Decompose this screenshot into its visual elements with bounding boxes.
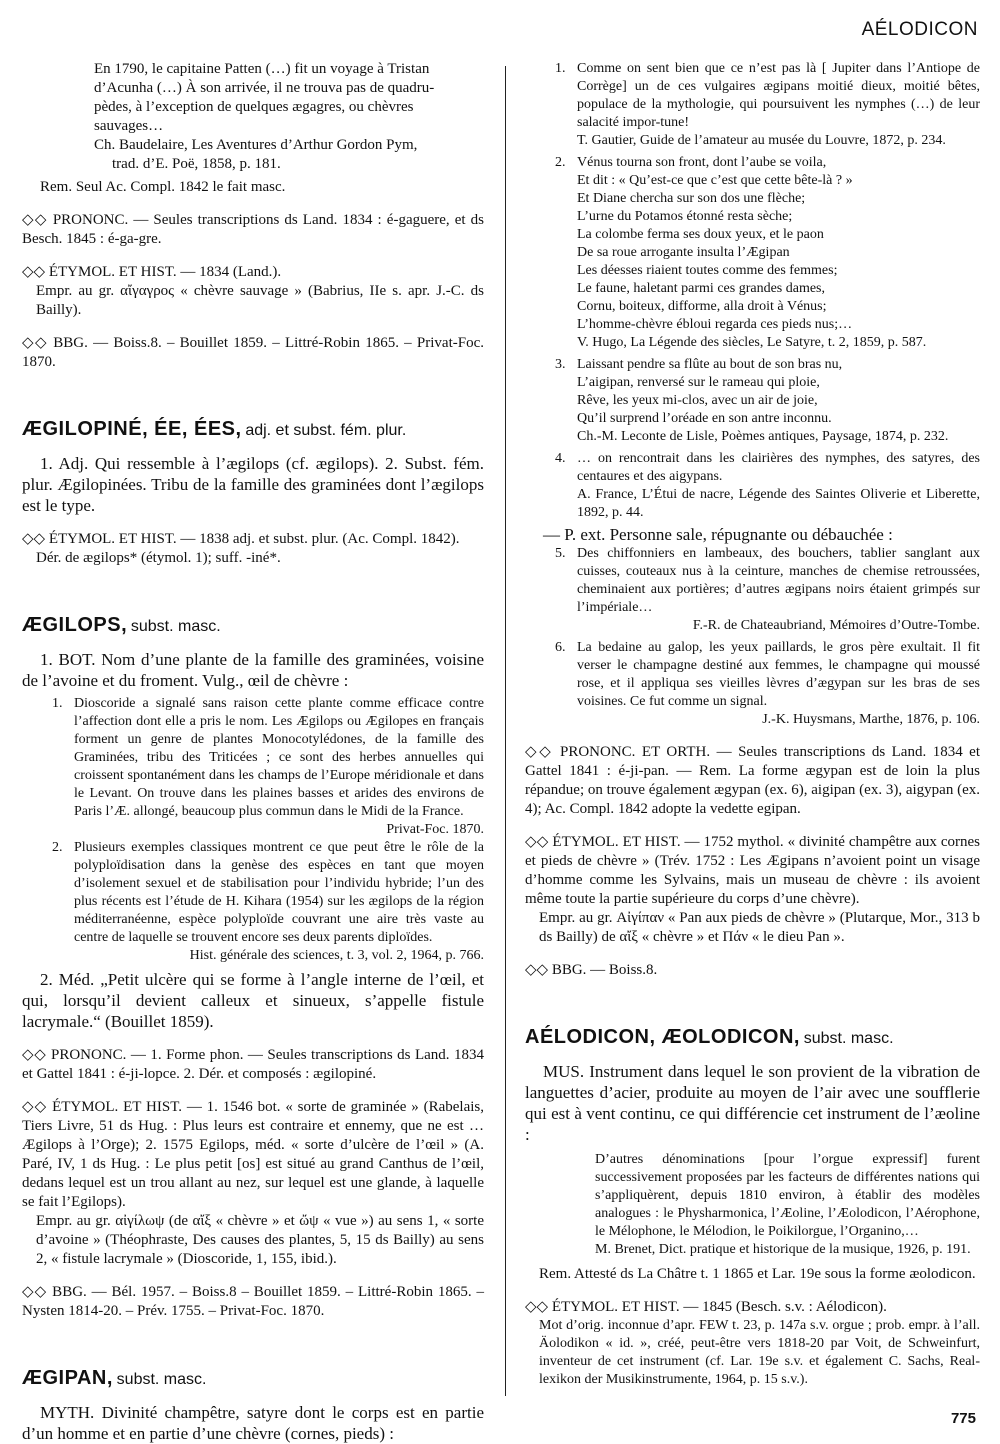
right-column [525,60,980,1389]
entry-definition: 1. Adj. Qui ressemble à l’ægilops (cf. ægilops). 2. Subst. fém. plur. Ægilopinées. Tribu de la famille des graminées dont l’ægilops est le type. [22,454,484,515]
remark: Rem. Attesté ds La Châtre t. 1 1865 et Lar. 19e sous la forme æolodicon. [539,1266,976,1282]
bbg-section: ◇◇ BBG. — Bél. 1957. – Boiss.8 – Bouillet 1859. – Littré-Robin 1865. – Nysten 1814-20. – Prév. 1755. – Privat-Foc. 1870. [22,1284,484,1319]
quote-line: En 1790, le capitaine Patten (…) fit un voyage à Tristan [94,61,430,77]
etymol-text: Empr. au gr. αἰγίλωψ (de αἴξ « chèvre » et ὤψ « vue ») au sens 1, « sorte d’avoine » (Théophraste, Des causes des plantes, 5, 15 ds Bailly) au sens 2, « fistule lacrymale » (Dioscoride, 1, 155, ibid.). [36,1213,484,1267]
example-text: … on rencontrait dans les clairières des nymphes, des satyres, des centaures et des aigypans. [577,451,980,484]
quote-line: d’Acunha (…) À son arrivée, il ne trouva pas de quadru- [94,80,435,96]
entry-headword: AÉLODICON, ÆOLODICON, [525,1026,800,1048]
prononc-section: ◇◇ PRONONC. — Seules transcriptions ds Land. 1834 : é-gaguere, et ds Besch. 1845 : é-ga-gre. [22,212,484,247]
entry-category: subst. masc. [803,1030,894,1047]
etymol-text: Empr. au gr. αἴγαγρος « chèvre sauvage » (Babrius, IIe s. apr. J.-C. ds Bailly). [36,283,484,318]
entry-category: subst. masc. [116,1371,207,1388]
prononc-section: ◇◇ PRONONC. ET ORTH. — Seules transcriptions ds Land. 1834 et Gattel 1841 : é-ji-pan. — Rem. La forme ægypan est de loin la plus répandue; on trouve également ægypan (ex. 6), aigipan (ex. 3), aigypan (ex. 4); Ac. Compl. 1842 adopte la vedette egipan. [525,744,980,817]
example-text: Comme on sent bien que ce n’est pas là [ Jupiter dans l’Antiope de Corrège] un de ces vulgaires ægipans moitié dieux, moitié bêtes, populace de la mythologie, qui poursuivent les nymphes (…) de leur salacité impor-tune! [577,61,980,130]
etymol-section: ◇◇ ÉTYMOL. ET HIST. — 1845 (Besch. s.v. : Aélodicon). [525,1299,887,1315]
example-source: J.-K. Huysmans, Marthe, 1876, p. 106. [762,712,980,727]
etymol-section: ◇◇ ÉTYMOL. ET HIST. — 1838 adj. et subst. plur. (Ac. Compl. 1842). [22,531,460,547]
verse-line: Et Diane chercha sur son dos une flèche; [577,191,806,206]
etymol-section: ◇◇ ÉTYMOL. ET HIST. — 1. 1546 bot. « sorte de graminée » (Rabelais, Tiers Livre, 51 ds Hug. : Plus leurs est contraire et ennemy, que ne est … Ægilops à l’Orge); 2. 1575 Egilops, méd. « sorte d’ulcère de l’œil » (A. Paré, IV, 1 ds Hug. : Le plus petit [os] est situé au grand Canthus de l’œil, dedans lequel est un trou allant au nez, sur lequel est une glande, à laquelle se fait l’Egilops). [22,1099,484,1210]
verse-line: Qu’il surprend l’oréade en son antre inconnu. [577,411,832,426]
verse-line: Rêve, les yeux mi-clos, avec un air de joie, [577,393,818,408]
page-number: 775 [950,1410,976,1427]
etymol-section: ◇◇ ÉTYMOL. ET HIST. — 1834 (Land.). [22,264,282,280]
verse-line: De sa roue arrogante insulta l’Ægipan [577,245,790,260]
example: 2. Vénus tourna son front, dont l’aube se voila, Et dit : « Qu’est-ce que c’est que cette bête-là ? » Et Diane chercha sur son dos une flèche; L’urne du Potamos étonné resta sèche; La colombe ferma ses doux yeux, et le paon De sa roue arrogante insulta l’Ægipan Les déesses riaient toutes comme des femmes; Le faune, haletant parmi ces grandes dames, Cornu, boiteux, difforme, alla droit à Vénus; L’homme-chèvre ébloui regarda ces pieds nus;… V. Hugo, La Légende des siècles, Le Satyre, t. 2, 1859, p. 587. [555,154,980,352]
entry-definition: MYTH. Divinité champêtre, satyre dont le corps est en partie d’un homme et en partie d’une chèvre (cornes, pieds) : [22,1403,484,1443]
verse-line: L’aigipan, renversé sur le rameau qui ploie, [577,375,820,390]
etymol-text: Mot d’orig. inconnue d’apr. FEW t. 23, p. 147a s.v. orgue ; prob. empr. à l’all. Äolodikon « id. », créé, peut-être vers 1818-20 par Voit, de Schweinfurt, inventeur de cet instrument (cf. Lar. 19e s.v. et également C. Sachs, Real-lexikon der Musikinstrumente, 1964, p. 15 s.v.). [539,1318,980,1387]
verse-line: Vénus tourna son front, dont l’aube se voila, [577,155,827,170]
verse-line: Les déesses riaient toutes comme des femmes; [577,263,838,278]
example-source: V. Hugo, La Légende des siècles, Le Satyre, t. 2, 1859, p. 587. [577,335,927,350]
bbg-section: ◇◇ BBG. — Boiss.8. – Bouillet 1859. – Littré-Robin 1865. – Privat-Foc. 1870. [22,335,484,370]
left-column [22,60,484,1444]
example-source: Privat-Foc. 1870. [386,822,484,837]
example-source: Ch.-M. Leconte de Lisle, Poèmes antiques, Paysage, 1874, p. 232. [577,429,949,444]
etymol-text: Empr. au gr. Αἰγίπαν « Pan aux pieds de chèvre » (Plutarque, Mor., 313 b ds Bailly) de αἴξ « chèvre » et Πάν « le dieu Pan ». [539,910,980,945]
etymol-section: ◇◇ ÉTYMOL. ET HIST. — 1752 mythol. « divinité champêtre aux cornes et pieds de chèvre » (Trév. 1752 : Les Ægipans n’avoient point un visage d’homme comme les Sylvains, mais un museau de chèvre : ils avoient même toute la partie supérieure du corps d’une chèvre). [525,834,980,907]
example-text: La bedaine au galop, les yeux paillards, le gros père exultait. Il fit verser le champagne destiné aux femmes, le champagne qui moussé rose, et il appliqua ses vieilles lèvres d’ægypan sur les bras de ses voisines. Ce fut comme un signal. [577,640,980,709]
etymol-text: Dér. de ægilops* (étymol. 1); suff. -iné*. [36,550,281,566]
verse-line: L’homme-chèvre ébloui regarda ces pieds nus;… [577,317,853,332]
bbg-section: ◇◇ BBG. — Boiss.8. [525,962,658,978]
entry-headword: ÆGILOPINÉ, ÉE, ÉES, [22,418,242,440]
example-text: Des chiffonniers en lambeaux, des bouchers, tablier sanglant aux cuisses, couteaux nus à la ceinture, manches de chemise retroussées, cheminaient aux portières; d’autres ægipans noirs étaient grimpés sur l’impériale… [577,546,980,615]
example: 6. La bedaine au galop, les yeux paillards, le gros père exultait. Il fit verser le champagne destiné aux femmes, le champagne qui moussé rose, et il appliqua ses vieilles lèvres d’ægypan sur les bras de ses voisines. Ce fut comme un signal. J.-K. Huysmans, Marthe, 1876, p. 106. [555,640,980,727]
example-source: M. Brenet, Dict. pratique et historique de la musique, 1926, p. 191. [595,1242,971,1257]
example [595,1151,980,1259]
entry-aelodicon [525,1028,980,1389]
prononc-section: ◇◇ PRONONC. — 1. Forme phon. — Seules transcriptions ds Land. 1834 et Gattel 1841 : é-ji-lopce. 2. Dér. et composés : ægilopiné. [22,1047,484,1082]
example-text: D’autres dénominations [pour l’orgue expressif] furent successivement proposées par les facteurs de différentes nations qui s’appliquèrent, depuis 1810 environ, à établir des modèles analogues : le Physharmonica, l’Æoline, l’Æolodicon, l’Aérophone, le Mélophone, le Mélodion, le Poikilorgue, l’Organino,… [595,1152,980,1239]
column-divider [505,66,506,1396]
entry-category: adj. et subst. fém. plur. [245,422,407,439]
quote-source: Ch. Baudelaire, Les Aventures d’Arthur Gordon Pym, [94,137,418,153]
quote-line: pèdes, à l’exception de quelques ægagres, ou chèvres [94,99,414,115]
entry-category: subst. masc. [130,618,221,635]
quote-top [94,60,484,174]
entry-definition: 1. BOT. Nom d’une plante de la famille des graminées, voisine de l’avoine et du froment. Vulg., œil de chèvre : [22,650,484,690]
verse-line: Le faune, haletant parmi ces grandes dames, [577,281,826,296]
running-header: AÉLODICON [861,19,978,40]
entry-aegilopine [22,420,484,568]
example-source: F.-R. de Chateaubriand, Mémoires d’Outre-Tombe. [692,618,980,633]
verse-line: Laissant pendre sa flûte au bout de son bras nu, [577,357,843,372]
verse-line: L’urne du Potamos étonné resta sèche; [577,209,793,224]
example: 1. Comme on sent bien que ce n’est pas là [ Jupiter dans l’Antiope de Corrège] un de ces vulgaires ægipans moitié dieux, moitié bêtes, populace de la mythologie, qui poursuivent les nymphes (…) de leur salacité impor-tune! T. Gautier, Guide de l’amateur au musée du Louvre, 1872, p. 234. [555,61,980,148]
verse-line: La colombe ferma ses doux yeux, et le paon [577,227,824,242]
quote-line: sauvages… [94,118,164,134]
example-source: Hist. générale des sciences, t. 3, vol. 2, 1964, p. 766. [189,948,484,963]
entry-aegipan [22,1369,484,1444]
quote-source: trad. d’E. Poë, 1858, p. 181. [112,156,281,172]
example: 3. Laissant pendre sa flûte au bout de son bras nu, L’aigipan, renversé sur le rameau qui ploie, Rêve, les yeux mi-clos, avec un air de joie, Qu’il surprend l’oréade en son antre inconnu. Ch.-M. Leconte de Lisle, Poèmes antiques, Paysage, 1874, p. 232. [555,356,980,446]
entry-definition: MUS. Instrument dans lequel le son provient de la vibration de languettes d’acier, produite au moyen de l’air avec une soufflerie qui est à vent continu, ce qui différencie cet instrument de l’æoline : [525,1062,980,1144]
example-text: Dioscoride a signalé sans raison cette plante comme efficace contre l’affection dont elle a pris le nom. Les Ægilops ou Ægilopes en français forment un genre de plantes Monocotylédones, de la famille des Graminées, tribu des Triticées ; ce sont des herbes annuelles qui croissent spontanément dans les champs de l’Europe méridionale et dans le Levant. On trouve dans les plaines basses et arides des environs de Paris l’Æ. allongé, beaucoup plus commun dans le Midi de la France. [74,696,484,819]
entry-definition-med: 2. Méd. „Petit ulcère qui se forme à l’angle interne de l’œil, et qui, lorsqu’il devient calleux et sinueux, s’appelle fistule lacrymale.“ (Bouillet 1859). [22,970,484,1031]
extended-sense: — P. ext. Personne sale, répugnante ou débauchée : [543,525,893,544]
example: 4. … on rencontrait dans les clairières des nymphes, des satyres, des centaures et des aigypans. A. France, L’Étui de nacre, Légende des Saintes Oliverie et Liberette, 1892, p. 44. [555,451,980,520]
example-source: A. France, L’Étui de nacre, Légende des Saintes Oliverie et Liberette, 1892, p. 44. [577,487,980,520]
entry-headword: ÆGIPAN, [22,1367,113,1389]
entry-aegilops [22,616,484,1321]
verse-line: Cornu, boiteux, difforme, alla droit à Vénus; [577,299,827,314]
example: 2. Plusieurs exemples classiques montrent ce que peut être le rôle de la polyploïdisation dans la genèse des espèces en tant que moyen d’isolement sexuel et de stabilisation pour l’individu hybride; l’un des plus récents est l’étude de H. Kihara (1954) sur les ægilops de la région méditerranéenne, espèce polyploïde couvrant une aire très vaste au centre de laquelle se trouvent encore ses deux parents diploïdes. Hist. générale des sciences, t. 3, vol. 2, 1964, p. 766. [52,840,484,963]
example: 1. Dioscoride a signalé sans raison cette plante comme efficace contre l’affection dont elle a pris le nom. Les Ægilops ou Ægilopes en français forment un genre de plantes Monocotylédones, de la famille des Graminées, tribu des Triticées ; ce sont des herbes annuelles qui croissent spontanément dans les champs de l’Europe méridionale et dans le Levant. On trouve dans les plaines basses et arides des environs de Paris l’Æ. allongé, beaucoup plus commun dans le Midi de la France. Privat-Foc. 1870. [52,696,484,837]
example: 5. Des chiffonniers en lambeaux, des bouchers, tablier sanglant aux cuisses, couteaux nus à la ceinture, manches de chemise retroussées, cheminaient aux portières; d’autres ægipans noirs étaient grimpés sur l’impériale… F.-R. de Chateaubriand, Mémoires d’Outre-Tombe. [555,546,980,633]
example-source: T. Gautier, Guide de l’amateur au musée du Louvre, 1872, p. 234. [577,133,946,148]
example-text: Plusieurs exemples classiques montrent ce que peut être le rôle de la polyploïdisation dans la genèse des espèces en tant que moyen d’isolement sexuel et de stabilisation pour l’individu hybride; l’un des plus récents est l’étude de H. Kihara (1954) sur les ægilops de la région méditerranéenne, espèce polyploïde couvrant une aire très vaste au centre de laquelle se trouvent encore ses deux parents diploïdes. [74,840,484,945]
verse-line: Et dit : « Qu’est-ce que c’est que cette bête-là ? » [577,173,853,188]
remark: Rem. Seul Ac. Compl. 1842 le fait masc. [40,179,286,195]
entry-headword: ÆGILOPS, [22,614,128,636]
